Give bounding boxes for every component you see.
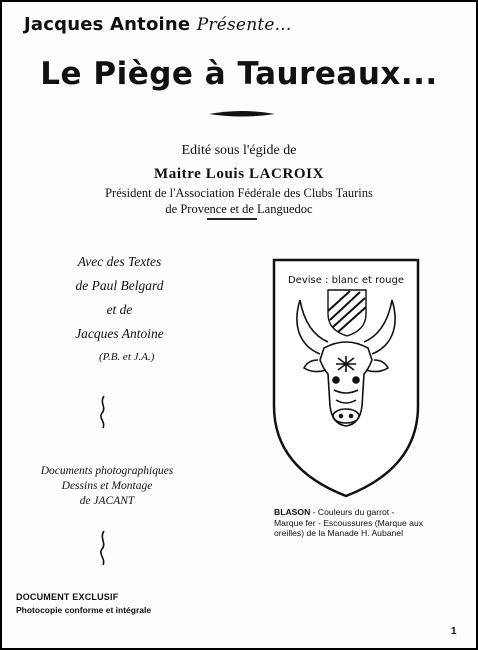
- edite-line: Edité sous l'égide de: [181, 143, 297, 158]
- credits-line-2: Dessins et Montage: [61, 480, 153, 492]
- squiggle-ornament-top: [97, 395, 109, 429]
- title-swash-ornament: [207, 106, 277, 120]
- page-title: Le Piège à Taureaux...: [40, 56, 438, 92]
- authors-block: [52, 250, 187, 346]
- authors-line-1: Avec des Textes: [77, 254, 162, 269]
- credits-line-1: Documents photographiques: [40, 465, 174, 477]
- blason-caption-text: - Couleurs du garrot - Marque fer - Escoussures (Marque aux oreilles) de la Manade H. Aubanel: [274, 507, 424, 538]
- blason-caption: [274, 507, 424, 539]
- presenter-name: Jacques Antoine: [24, 14, 191, 35]
- patron-name: Maitre Louis LACROIX: [153, 166, 325, 182]
- patron-role-line-2: de Provence et de Languedoc: [165, 202, 313, 216]
- authors-line-4: Jacques Antoine: [75, 326, 164, 341]
- presente-word: Présente...: [196, 15, 292, 35]
- patron-role-line-1: Président de l'Association Fédérale des Clubs Taurins: [105, 186, 373, 200]
- escutcheon-icon: [328, 290, 366, 336]
- blason-caption-title: BLASON: [274, 507, 311, 517]
- patron-role: [2, 185, 476, 217]
- authors-initials: (P.B. et J.A.): [99, 351, 155, 363]
- squiggle-ornament-bottom: [97, 530, 109, 566]
- separator-line: [207, 218, 257, 220]
- authors-line-2: de Paul Belgard: [75, 278, 164, 293]
- credits-line-3: de JACANT: [79, 495, 135, 507]
- blason-crest: [270, 256, 422, 500]
- credits-block: [22, 464, 192, 509]
- presenter-line: [24, 14, 291, 35]
- devise-label: Devise : blanc et rouge: [287, 275, 405, 286]
- page-number: 1: [451, 626, 457, 637]
- document-exclusif-label: DOCUMENT EXCLUSIF: [16, 592, 119, 602]
- photocopie-label: Photocopie conforme et intégrale: [16, 605, 152, 615]
- authors-line-3: et de: [106, 302, 133, 317]
